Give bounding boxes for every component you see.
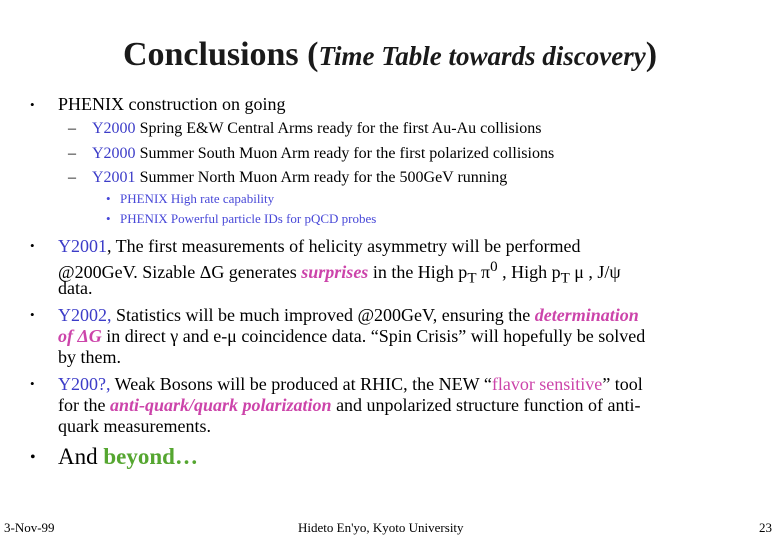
bullet-dot: • [30, 307, 35, 322]
bullet-dot: • [30, 376, 35, 391]
bullet-dot: • [30, 449, 36, 466]
bullet-dot: • [106, 211, 111, 226]
bullet-dot: • [30, 238, 35, 253]
slide-title: Conclusions (Time Table towards discovery) [122, 36, 658, 73]
footer-date: 3-Nov-99 [4, 520, 55, 535]
bullet1-text: PHENIX construction on going [58, 94, 286, 114]
bullet5-text: And beyond… [58, 444, 198, 469]
sub-sub-item: PHENIX High rate capability [120, 191, 275, 206]
dash: – [68, 145, 76, 162]
bullet2-line3: data. [58, 278, 93, 298]
dash: – [68, 120, 76, 137]
bullet4-line2: for the anti-quark/quark polarization and unpolarized structure function of anti- [58, 395, 641, 415]
bullet3-line1: Y2002, Statistics will be much improved @200GeV, ensuring the determination [58, 305, 639, 325]
dash: – [68, 169, 76, 186]
sub-item: Y2001 Summer North Muon Arm ready for the 500GeV running [92, 169, 508, 186]
bullet3-line3: by them. [58, 347, 121, 367]
sub-item: Y2000 Summer South Muon Arm ready for the first polarized collisions [92, 145, 555, 162]
sub-sub-item: PHENIX Powerful particle IDs for pQCD probes [120, 211, 377, 226]
bullet4-line3: quark measurements. [58, 416, 211, 436]
footer-author: Hideto En'yo, Kyoto University [298, 520, 464, 535]
bullet4-line1: Y200?, Weak Bosons will be produced at RHIC, the NEW “flavor sensitive” tool [58, 374, 643, 394]
bullet-dot: • [30, 97, 35, 112]
bullet3-line2: of ΔG in direct γ and e-μ coincidence data. “Spin Crisis” will hopefully be solved [58, 326, 646, 346]
sub-item: Y2000 Spring E&W Central Arms ready for the first Au-Au collisions [92, 120, 542, 137]
bullet2-line1: Y2001, The first measurements of helicity asymmetry will be performed [58, 236, 581, 256]
page-number: 23 [759, 520, 772, 535]
bullet2-line2: @200GeV. Sizable ΔG generates surprises in the High $p_T$ $\pi^0$ , High $p_T$ μ , J/ψ [58, 259, 621, 287]
bullet-dot: • [106, 191, 111, 206]
